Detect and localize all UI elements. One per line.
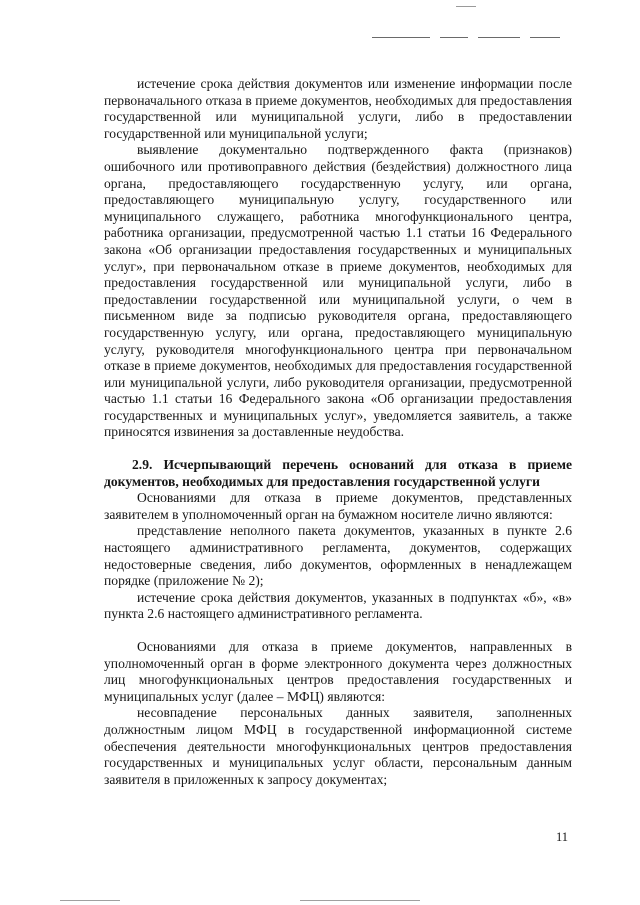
paragraph-erroneous-action: выявление документально подтвержденного факта (признаков) ошибочного или противоправного действия (бездействия) должностного лица органа, предоставляющего государственную услугу, или органа, предоставляющего муниципальную услугу, государственного или муниципального служащего, работника многофункционального центра, работника организации, предусмотренной частью 1.1 статьи 16 Федерального закона «Об организации предоставления государственных и муниципальных услуг», при первоначальном отказе в приеме документов, необходимых для предоставления государственной или муниципальной услуги, либо в предоставлении государственной или муниципальной услуги, о чем в письменном виде за подписью руководителя органа, предоставляющего государственную услугу, или органа, предоставляющего муниципальную услугу, руководителя многофункционального центра при первоначальном отказе в приеме документов, необходимых для предоставления государственной или муниципальной услуги, либо руководителя организации, предусмотренной частью 1.1 статьи 16 Федерального закона «Об организации предоставления государственных и муниципальных услуг», уведомляется заявитель, а также приносятся извинения за доставленные неудобства. <box>104 142 572 440</box>
document-body <box>104 76 572 788</box>
scan-artifact-top-3 <box>440 37 468 38</box>
paragraph-expired-documents: истечение срока действия документов, указанных в подпунктах «б», «в» пункта 2.6 настоящего административного регламента. <box>104 589 572 622</box>
paragraph-data-mismatch: несовпадение персональных данных заявителя, заполненных должностным лицом МФЦ в государственной информационной системе обеспечения деятельности многофункциональных центров предоставления государственных и муниципальных услуг области, персональным данным заявителя в приложенных к запросу документах; <box>104 705 572 787</box>
paragraph-grounds-electronic: Основаниями для отказа в приеме документов, направленных в уполномоченный орган в форме электронного документа через должностных лиц многофункциональных центров предоставления государственных и муниципальных услуг (далее – МФЦ) являются: <box>104 639 572 704</box>
paragraph-incomplete-package: представление неполного пакета документов, указанных в пункте 2.6 настоящего административного регламента, документов, содержащих недостоверные сведения, либо документов, оформленных в ненадлежащем порядке (приложение № 2); <box>104 523 572 589</box>
scan-artifact-bottom-2 <box>300 900 420 901</box>
page-number: 11 <box>556 830 569 844</box>
scan-artifact-top-1 <box>456 6 476 7</box>
scan-artifact-bottom-1 <box>60 900 120 901</box>
scan-artifact-top-5 <box>530 37 560 38</box>
paragraph-grounds-paper: Основаниями для отказа в приеме документов, представленных заявителем в уполномоченный орган на бумажном носителе лично являются: <box>104 490 572 522</box>
scan-artifact-top-4 <box>478 37 520 38</box>
scan-artifact-top-2 <box>372 37 430 38</box>
section-heading-2-9: 2.9. Исчерпывающий перечень оснований для отказа в приеме документов, необходимых для предоставления государственной услуги <box>104 457 572 489</box>
paragraph-expiry-after-refusal: истечение срока действия документов или изменение информации после первоначального отказа в приеме документов, необходимых для предоставления государственной или муниципальной услуги, либо в предоставлении государственной или муниципальной услуги; <box>104 76 572 141</box>
